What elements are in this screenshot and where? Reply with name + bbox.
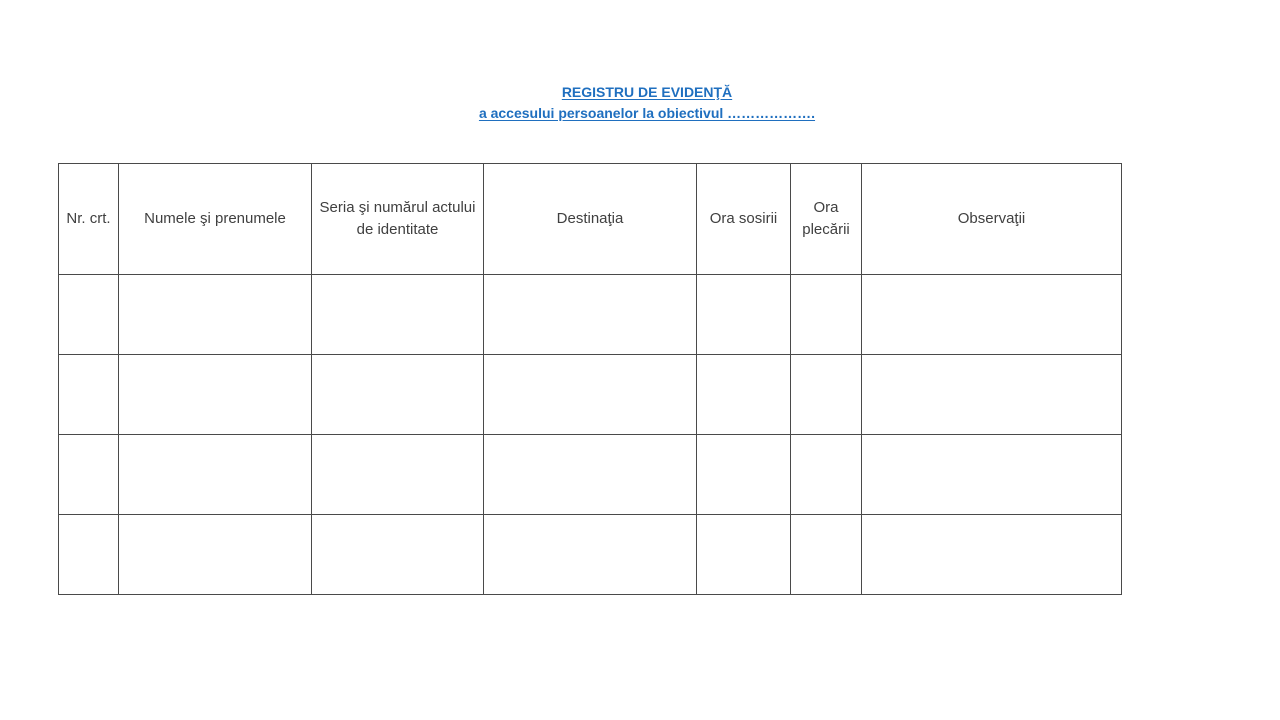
column-header-nr-crt: Nr. crt. (59, 164, 119, 275)
column-header-destinatia: Destinaţia (484, 164, 697, 275)
document-title: REGISTRU DE EVIDENŢĂ (561, 84, 733, 100)
table-cell (312, 435, 484, 515)
table-cell (697, 355, 791, 435)
table-cell (59, 355, 119, 435)
table-row (59, 515, 1122, 595)
table-cell (119, 355, 312, 435)
document-heading (0, 82, 1280, 124)
table-cell (862, 435, 1122, 515)
table-row (59, 355, 1122, 435)
table-cell (119, 515, 312, 595)
column-header-observatii: Observaţii (862, 164, 1122, 275)
table-cell (484, 355, 697, 435)
table-cell (791, 275, 862, 355)
table-cell (697, 275, 791, 355)
table-cell (862, 515, 1122, 595)
table-cell (59, 275, 119, 355)
table-cell (119, 435, 312, 515)
header-row (59, 164, 1122, 275)
table-cell (484, 275, 697, 355)
column-header-ora-plecarii: Ora plecării (791, 164, 862, 275)
column-header-act-identitate: Seria şi numărul actului de identitate (312, 164, 484, 275)
table-cell (697, 515, 791, 595)
table-cell (791, 355, 862, 435)
table-cell (312, 355, 484, 435)
table-cell (119, 275, 312, 355)
table-cell (59, 435, 119, 515)
table-cell (791, 515, 862, 595)
table-cell (791, 435, 862, 515)
table-cell (862, 355, 1122, 435)
table-row (59, 435, 1122, 515)
table-row (59, 275, 1122, 355)
register-table (58, 163, 1122, 595)
column-header-nume-prenume: Numele şi prenumele (119, 164, 312, 275)
table-cell (484, 515, 697, 595)
table-cell (862, 275, 1122, 355)
table-cell (697, 435, 791, 515)
table-cell (59, 515, 119, 595)
document-subtitle: a accesului persoanelor la obiectivul ………………. (478, 105, 816, 121)
column-header-ora-sosirii: Ora sosirii (697, 164, 791, 275)
table-cell (312, 275, 484, 355)
table-cell (312, 515, 484, 595)
table-cell (484, 435, 697, 515)
